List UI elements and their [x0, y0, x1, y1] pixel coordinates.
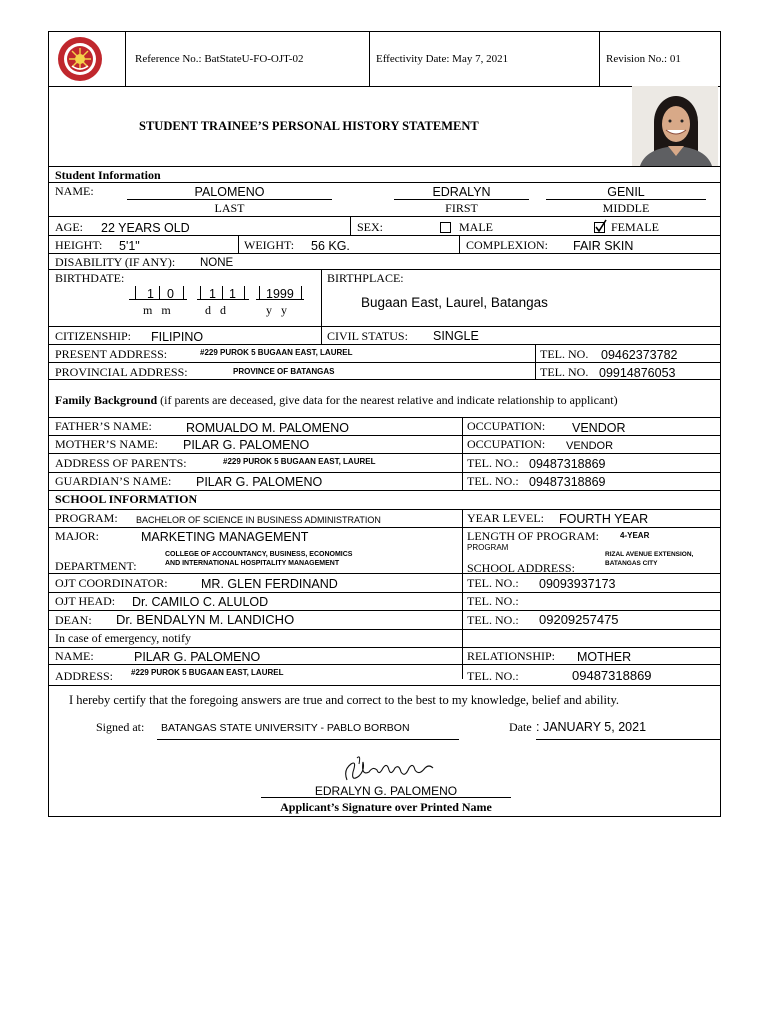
sex-label: SEX:	[357, 220, 384, 234]
length-label: LENGTH OF PROGRAM:	[467, 529, 600, 543]
signed-at-value: BATANGAS STATE UNIVERSITY - PABLO BORBON	[161, 722, 410, 734]
birth-day-1: 1	[209, 287, 216, 301]
applicant-photo	[632, 86, 718, 166]
mother-occupation-label: OCCUPATION:	[467, 437, 546, 451]
guardian-tel-value: 09487318869	[529, 475, 606, 489]
form-sheet	[48, 31, 721, 817]
present-tel-label: TEL. NO.	[540, 347, 589, 361]
dean-tel-label: TEL. NO.:	[467, 613, 519, 627]
guardian-label: GUARDIAN’S NAME:	[55, 474, 172, 488]
revision-number: Revision No.: 01	[606, 53, 681, 65]
year-level-label: YEAR LEVEL:	[467, 511, 544, 525]
guardian-value: PILAR G. PALOMENO	[196, 475, 323, 489]
coordinator-label: OJT COORDINATOR:	[55, 576, 168, 590]
mother-label: MOTHER’S NAME:	[55, 437, 159, 451]
school-address-line-2: BATANGAS CITY	[605, 560, 658, 567]
family-heading-row	[55, 393, 618, 407]
male-label: MALE	[459, 220, 493, 234]
provincial-tel-label: TEL. NO.	[540, 365, 589, 379]
birth-month-1: 1	[147, 287, 154, 301]
applicant-signature	[339, 750, 439, 786]
birth-day-2: 1	[229, 287, 236, 301]
dean-value: Dr. BENDALYN M. LANDICHO	[116, 612, 295, 627]
male-checkbox[interactable]	[440, 222, 451, 233]
emergency-name-label: NAME:	[55, 649, 94, 663]
ojt-head-value: Dr. CAMILO C. ALULOD	[132, 595, 269, 609]
provincial-tel-value: 09914876053	[599, 366, 676, 380]
family-heading: Family Background	[55, 393, 158, 407]
form-title: STUDENT TRAINEE’S PERSONAL HISTORY STATEMENT	[139, 119, 479, 133]
family-note: (if parents are deceased, give data for the nearest relative and indicate relationship to applicant)	[160, 393, 618, 407]
coordinator-tel-label: TEL. NO.:	[467, 576, 519, 590]
last-name: PALOMENO	[194, 185, 265, 199]
first-name: EDRALYN	[432, 185, 491, 199]
father-value: ROMUALDO M. PALOMENO	[186, 421, 349, 435]
emergency-address-value: #229 PUROK 5 BUGAAN EAST, LAUREL	[131, 668, 284, 677]
checkmark-icon	[594, 218, 608, 234]
printed-name: EDRALYN G. PALOMENO	[314, 784, 458, 798]
female-label: FEMALE	[611, 220, 659, 234]
program-label: PROGRAM:	[55, 511, 118, 525]
age-value: 22 YEARS OLD	[101, 221, 190, 235]
first-caption: FIRST	[445, 201, 478, 215]
height-label: HEIGHT:	[55, 238, 103, 252]
coordinator-tel-value: 09093937173	[539, 577, 616, 591]
birth-mm-caption: m m	[143, 303, 171, 317]
signature-caption: Applicant’s Signature over Printed Name	[280, 800, 492, 814]
department-line-1: COLLEGE OF ACCOUNTANCY, BUSINESS, ECONOMICS	[165, 551, 353, 558]
parents-tel-label: TEL. NO.:	[467, 456, 519, 470]
birth-dd-caption: d d	[205, 303, 226, 317]
provincial-address-value: PROVINCE OF BATANGAS	[233, 367, 335, 376]
citizenship-label: CITIZENSHIP:	[55, 329, 131, 343]
birthplace-label: BIRTHPLACE:	[327, 271, 404, 285]
civil-status-label: CIVIL STATUS:	[327, 329, 408, 343]
department-line-2: AND INTERNATIONAL HOSPITALITY MANAGEMENT	[165, 560, 340, 567]
emergency-tel-value: 09487318869	[572, 668, 652, 683]
person-photo-icon	[632, 86, 718, 166]
mother-occupation-value: VENDOR	[566, 440, 614, 452]
father-label: FATHER’S NAME:	[55, 419, 152, 433]
name-label: NAME:	[55, 184, 94, 198]
school-info-heading: SCHOOL INFORMATION	[55, 492, 198, 506]
birthplace-value: Bugaan East, Laurel, Batangas	[361, 295, 548, 310]
coordinator-value: MR. GLEN FERDINAND	[201, 577, 338, 591]
present-tel-value: 09462373782	[601, 348, 678, 362]
complexion-value: FAIR SKIN	[573, 239, 634, 253]
emergency-name-value: PILAR G. PALOMENO	[134, 650, 261, 664]
parents-address-label: ADDRESS OF PARENTS:	[55, 456, 187, 470]
guardian-tel-label: TEL. NO.:	[467, 474, 519, 488]
reference-number: Reference No.: BatStateU-FO-OJT-02	[135, 53, 304, 65]
emergency-address-label: ADDRESS:	[55, 669, 114, 683]
present-address-value: #229 PUROK 5 BUGAAN EAST, LAUREL	[200, 348, 353, 357]
father-occupation-label: OCCUPATION:	[467, 419, 546, 433]
parents-address-value: #229 PUROK 5 BUGAAN EAST, LAUREL	[223, 457, 376, 466]
school-address-line-1: RIZAL AVENUE EXTENSION,	[605, 551, 694, 558]
date-label: Date	[509, 720, 532, 734]
program-value: BACHELOR OF SCIENCE IN BUSINESS ADMINISTRATION	[136, 515, 381, 525]
relationship-value: MOTHER	[577, 650, 632, 664]
height-value: 5'1"	[119, 239, 140, 253]
length-value: 4-YEAR	[620, 531, 650, 540]
civil-status-value: SINGLE	[433, 329, 479, 343]
student-info-heading: Student Information	[55, 168, 161, 182]
provincial-address-label: PROVINCIAL ADDRESS:	[55, 365, 188, 379]
citizenship-value: FILIPINO	[151, 330, 204, 344]
signed-at-label: Signed at:	[96, 720, 145, 734]
length-value-2: PROGRAM	[467, 543, 509, 552]
school-address-label: SCHOOL ADDRESS:	[467, 561, 575, 575]
year-level-value: FOURTH YEAR	[559, 512, 649, 526]
birth-month-2: 0	[167, 287, 174, 301]
major-label: MAJOR:	[55, 529, 100, 543]
university-logo	[57, 36, 103, 82]
last-caption: LAST	[214, 201, 245, 215]
disability-value: NONE	[200, 257, 234, 269]
dean-tel-value: 09209257475	[539, 612, 619, 627]
middle-caption: MIDDLE	[602, 201, 650, 215]
emergency-tel-label: TEL. NO.:	[467, 669, 519, 683]
dean-label: DEAN:	[55, 613, 92, 627]
date-value: : JANUARY 5, 2021	[536, 720, 647, 734]
ojt-head-label: OJT HEAD:	[55, 594, 116, 608]
middle-name: GENIL	[607, 185, 645, 199]
father-occupation-value: VENDOR	[572, 421, 626, 435]
ojt-head-tel-label: TEL. NO.:	[467, 594, 519, 608]
major-value: MARKETING MANAGEMENT	[141, 530, 309, 544]
complexion-label: COMPLEXION:	[466, 238, 549, 252]
effectivity-date: Effectivity Date: May 7, 2021	[376, 53, 509, 65]
emergency-heading: In case of emergency, notify	[55, 631, 191, 645]
certification-statement: I hereby certify that the foregoing answers are true and correct to the best to my knowledge, belief and ability.	[69, 693, 620, 707]
mother-value: PILAR G. PALOMENO	[183, 438, 310, 452]
birth-yy-caption: y y	[266, 303, 287, 317]
parents-tel-value: 09487318869	[529, 457, 606, 471]
logo-seal-icon	[57, 36, 103, 82]
age-label: AGE:	[55, 220, 83, 234]
department-label: DEPARTMENT:	[55, 559, 137, 573]
birth-year: 1999	[266, 287, 294, 301]
signature-icon	[339, 750, 439, 786]
disability-label: DISABILITY (IF ANY):	[55, 255, 176, 269]
present-address-label: PRESENT ADDRESS:	[55, 347, 168, 361]
birthdate-label: BIRTHDATE:	[55, 271, 125, 285]
weight-value: 56 KG.	[311, 239, 350, 253]
relationship-label: RELATIONSHIP:	[467, 649, 556, 663]
weight-label: WEIGHT:	[244, 238, 295, 252]
